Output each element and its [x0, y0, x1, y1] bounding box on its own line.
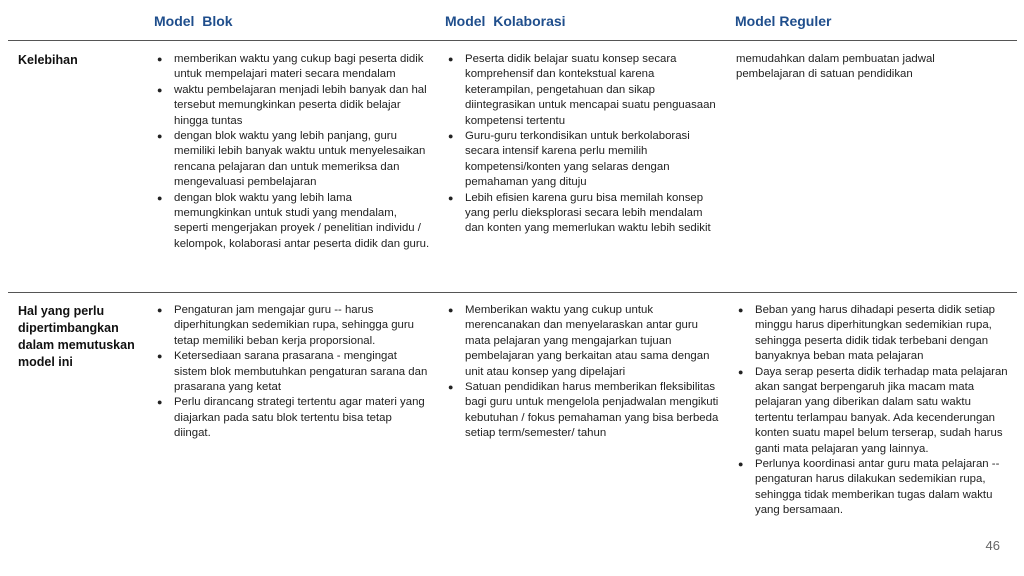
page-number: 46 [985, 538, 1000, 553]
list-item: ● Pengaturan jam mengajar guru -- harus diperhitungkan sedemikian rupa, sehingga guru tetap memiliki beban kerja proporsional. [155, 303, 430, 349]
list-item: ● Beban yang harus dihadapi peserta didik setiap minggu harus diperhitungkan sedemikian rupa, sehingga peserta didik tidak terbebani dengan banyaknya beban mata pelajaran [736, 303, 1008, 365]
cell-kelebihan-reguler: memudahkan dalam pembuatan jadwal pembelajaran di satuan pendidikan [736, 53, 935, 81]
cell-kelebihan-kolaborasi [446, 52, 721, 237]
cell-pertimbangan-blok [155, 303, 430, 442]
list-item: ● Guru-guru terkondisikan untuk berkolaborasi secara intensif karena perlu memilih kompetensi/konten yang selaras dengan pemahaman yang dituju [446, 129, 721, 191]
list-item: ● Lebih efisien karena guru bisa memilah konsep yang perlu dieksplorasi secara lebih mendalam dan konten yang memerlukan waktu lebih sedikit [446, 191, 721, 237]
header-model-kolaborasi: Model Kolaborasi [445, 13, 566, 29]
list-item: ● Memberikan waktu yang cukup untuk merencanakan dan menyelaraskan antar guru mata pelajaran yang mengajarkan tujuan pembelajaran yang berkaitan atau sama dengan unit atau konsep yang dipelajari [446, 303, 721, 380]
cell-pertimbangan-kolaborasi [446, 303, 721, 442]
list-item: ● Daya serap peserta didik terhadap mata pelajaran akan sangat berpengaruh jika macam mata pelajaran yang diberikan dalam satu waktu tertentu terlampau banyak. Ada kecenderungan konten suatu mapel belum terserap, sudah harus ganti mata pelajaran yang lainnya. [736, 365, 1008, 457]
row-label-kelebihan: Kelebihan [18, 53, 78, 67]
row-divider [8, 292, 1017, 293]
list-item: ● dengan blok waktu yang lebih lama memungkinkan untuk studi yang mendalam, seperti mengerjakan proyek / penelitian individu / kelompok, kolaborasi antar peserta didik dan guru. [155, 191, 430, 253]
header-model-blok: Model Blok [154, 13, 233, 29]
header-divider [8, 40, 1017, 41]
row-label-pertimbangan: Hal yang perlu dipertimbangkan dalam memutuskan model ini [18, 304, 135, 369]
list-item: ● Peserta didik belajar suatu konsep secara komprehensif dan kontekstual karena keterampilan, pengetahuan dan sikap diintegrasikan untuk mencapai suatu penguasaan kompetensi tertentu [446, 52, 721, 129]
list-item: ● Satuan pendidikan harus memberikan fleksibilitas bagi guru untuk mengelola penjadwalan mengikuti kebutuhan / fokus pemahaman yang bisa berbeda setiap term/semester/ tahun [446, 380, 721, 442]
list-item: ● memberikan waktu yang cukup bagi peserta didik untuk mempelajari materi secara mendalam [155, 52, 430, 83]
cell-pertimbangan-reguler [736, 303, 1008, 519]
cell-kelebihan-blok [155, 52, 430, 252]
list-item: ● waktu pembelajaran menjadi lebih banyak dan hal tersebut memungkinkan peserta didik belajar hingga tuntas [155, 83, 430, 129]
list-item: ● Perlunya koordinasi antar guru mata pelajaran -- pengaturan harus dilakukan sedemikian rupa, sehingga tidak memberikan tugas dalam waktu yang bersamaan. [736, 457, 1008, 519]
list-item: ● Ketersediaan sarana prasarana - mengingat sistem blok membutuhkan pengaturan sarana dan prasarana yang ketat [155, 349, 430, 395]
header-model-reguler: Model Reguler [735, 13, 832, 29]
list-item: ● dengan blok waktu yang lebih panjang, guru memiliki lebih banyak waktu untuk menyelesaikan rencana pelajaran dan untuk memeriksa dan mengevaluasi pembelajaran [155, 129, 430, 191]
list-item: ● Perlu dirancang strategi tertentu agar materi yang diajarkan pada satu blok tertentu bisa tetap diingat. [155, 395, 430, 441]
